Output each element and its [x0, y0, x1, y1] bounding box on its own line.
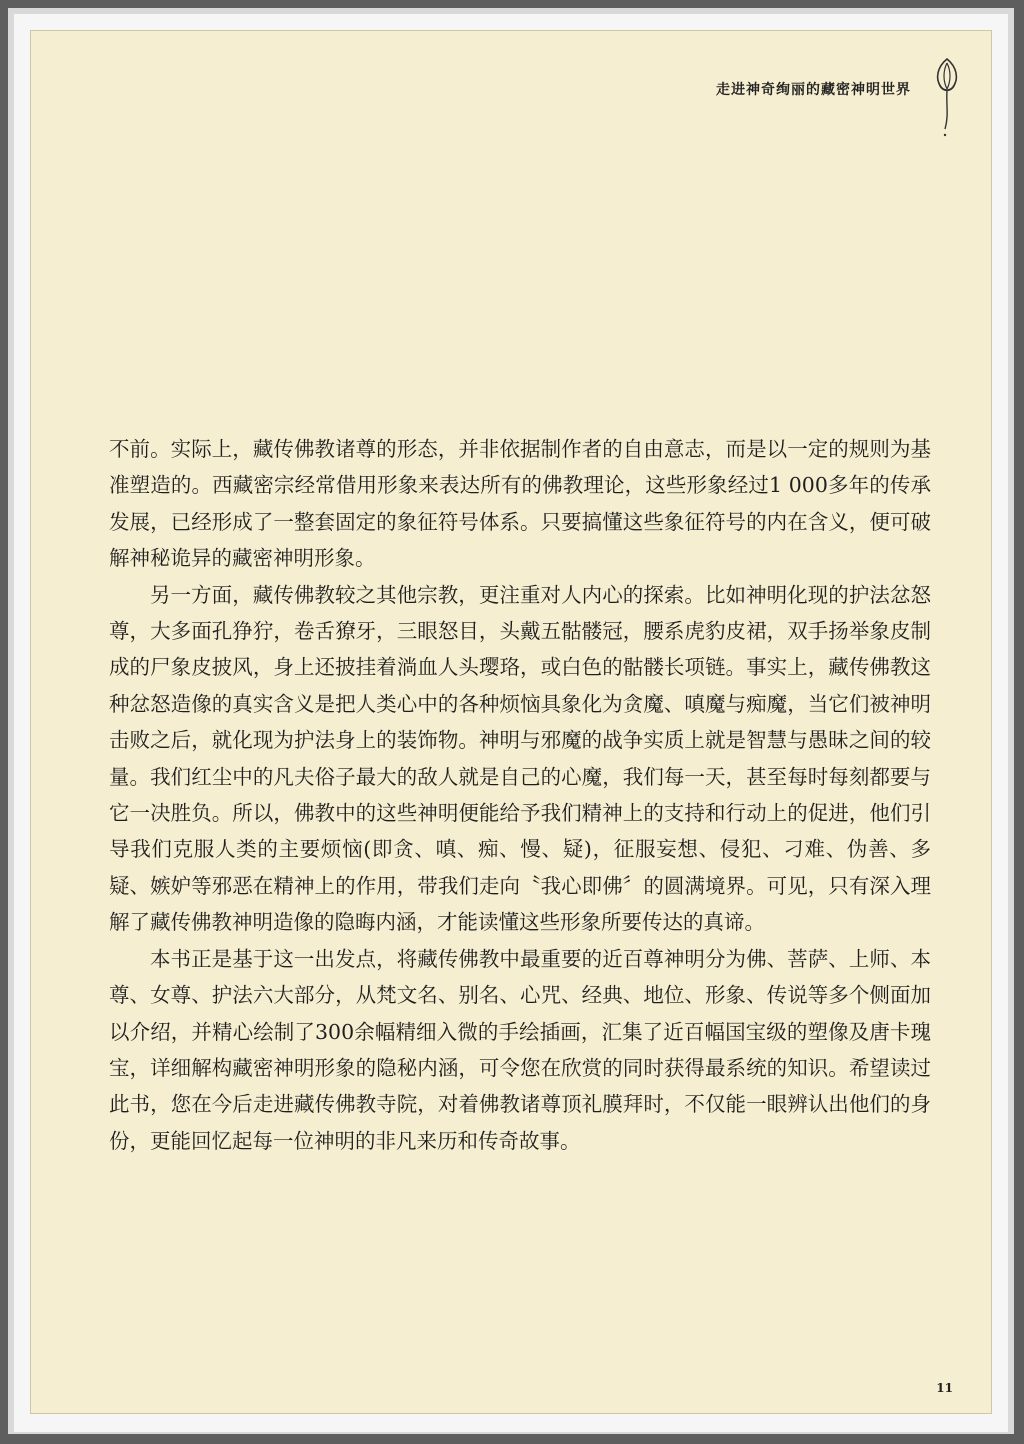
lotus-bud-icon [927, 53, 967, 143]
page-number: 11 [936, 1381, 953, 1395]
body-text [109, 431, 931, 1159]
page-paper [30, 30, 992, 1414]
paragraph-1: 不前。实际上，藏传佛教诸尊的形态，并非依据制作者的自由意志，而是以一定的规则为基准塑造的。西藏密宗经常借用形象来表达所有的佛教理论，这些形象经过1 000多年的传承发展，已经形成了一整套固定的象征符号体系。只要搞懂这些象征符号的内在含义，便可破解神秘诡异的藏密神明形象。 [109, 437, 931, 571]
running-header: 走进神奇绚丽的藏密神明世界 [716, 82, 911, 98]
paragraph-2: 另一方面，藏传佛教较之其他宗教，更注重对人内心的探索。比如神明化现的护法忿怒尊，大多面孔狰狞，卷舌獠牙，三眼怒目，头戴五骷髅冠，腰系虎豹皮裙，双手扬举象皮制成的尸象皮披风，身上还披挂着淌血人头璎珞，或白色的骷髅长项链。事实上，藏传佛教这种忿怒造像的真实含义是把人类心中的各种烦恼具象化为贪魔、嗔魔与痴魔，当它们被神明击败之后，就化现为护法身上的装饰物。神明与邪魔的战争实质上就是智慧与愚昧之间的较量。我们红尘中的凡夫俗子最大的敌人就是自己的心魔，我们每一天，甚至每时每刻都要与它一决胜负。所以，佛教中的这些神明便能给予我们精神上的支持和行动上的促进，他们引导我们克服人类的主要烦恼(即贪、嗔、痴、慢、疑)，征服妄想、侵犯、刁难、伪善、多疑、嫉妒等邪恶在精神上的作用，带我们走向〝我心即佛〞的圆满境界。可见，只有深入理解了藏传佛教神明造像的隐晦内涵，才能读懂这些形象所要传达的真谛。 [109, 582, 931, 935]
paragraph-3: 本书正是基于这一出发点，将藏传佛教中最重要的近百尊神明分为佛、菩萨、上师、本尊、女尊、护法六大部分，从梵文名、别名、心咒、经典、地位、形象、传说等多个侧面加以介绍，并精心绘制了300余幅精细入微的手绘插画，汇集了近百幅国宝级的塑像及唐卡瑰宝，详细解构藏密神明形象的隐秘内涵，可令您在欣赏的同时获得最系统的知识。希望读过此书，您在今后走进藏传佛教寺院，对着佛教诸尊顶礼膜拜时，不仅能一眼辨认出他们的身份，更能回忆起每一位神明的非凡来历和传奇故事。 [109, 946, 931, 1153]
